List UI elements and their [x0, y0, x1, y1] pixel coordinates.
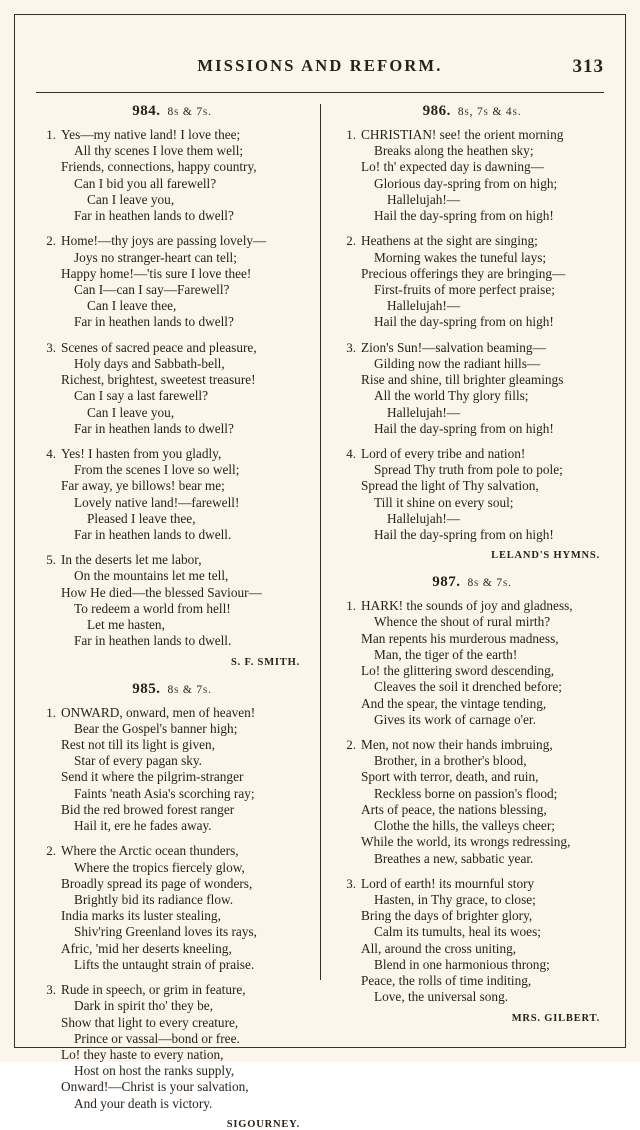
hymn-line: All thy scenes I love them well;: [74, 143, 244, 159]
stanza-lines: [361, 127, 604, 224]
stanza-lines: [361, 446, 604, 543]
hymn-line: Can I leave you,: [87, 191, 175, 207]
hymn-line: And your death is victory.: [74, 1095, 213, 1111]
hymn-line: Blend in one harmonious throng;: [374, 956, 550, 972]
hymn-line: Hallelujah!—: [387, 298, 461, 314]
hymn-line: Rise and shine, till brighter gleamings: [361, 372, 564, 388]
hymn-line: Breaks along the heathen sky;: [374, 143, 534, 159]
hymn-line: Spread the light of Thy salvation,: [361, 478, 539, 494]
stanza-number: 1.: [346, 127, 356, 142]
stanza-lines: [361, 876, 604, 1006]
stanza: [40, 340, 304, 437]
hymn-line: Glorious day-spring from on high;: [374, 175, 558, 191]
hymn-line: Lord of earth! its mournful story: [361, 875, 535, 891]
small-caps-word: ONWARD,: [61, 704, 123, 720]
hymn-line: All the world Thy glory fills;: [374, 388, 529, 404]
stanza: [340, 446, 604, 543]
hymn-line: Sport with terror, death, and ruin,: [361, 769, 539, 785]
hymn-line: Scenes of sacred peace and pleasure,: [61, 339, 257, 355]
stanza-lines: [361, 233, 604, 330]
hymn-line: Broadly spread its page of wonders,: [61, 875, 253, 891]
hymn-line: Clothe the hills, the valleys cheer;: [374, 818, 555, 834]
hymn-line: Gives its work of carnage o'er.: [374, 711, 536, 727]
stanza-lines: [361, 737, 604, 867]
hymn-line: Bring the days of brighter glory,: [361, 908, 533, 924]
stanza-lines: [61, 446, 304, 543]
hymn-line: Morning wakes the tuneful lays;: [374, 249, 547, 265]
running-head-title: MISSIONS AND REFORM.: [197, 56, 443, 75]
hymn-heading: [340, 573, 604, 591]
hymn-line: Yes! I hasten from you gladly,: [61, 445, 222, 461]
stanza-number: 2.: [346, 233, 356, 249]
stanza: [40, 446, 304, 543]
hymn-line: Reckless borne on passion's flood;: [374, 785, 558, 801]
hymn-attribution: SIGOURNEY.: [226, 1118, 300, 1130]
hymn-line: Arts of peace, the nations blessing,: [361, 801, 547, 817]
stanza-lines: [61, 982, 304, 1112]
stanza-number: 4.: [46, 445, 56, 461]
stanza: [40, 127, 304, 224]
hymn-line: Lord of every tribe and nation!: [361, 445, 526, 461]
stanza-number: 3.: [346, 875, 356, 891]
stanza-number: 1.: [46, 704, 56, 720]
hymn-line: Heathens at the sight are singing;: [361, 233, 538, 249]
stanza-number: 3.: [346, 339, 356, 355]
hymn-line: Lo! they haste to every nation,: [61, 1046, 224, 1062]
hymn-line: Shiv'ring Greenland loves its rays,: [74, 924, 257, 940]
running-head: [0, 56, 640, 76]
stanza-lines: [61, 127, 304, 224]
hymn-number: 984.: [132, 103, 161, 119]
small-caps-word: HARK!: [361, 598, 404, 614]
hymn-line: Happy home!—'tis sure I love thee!: [61, 265, 252, 281]
left-column: [22, 100, 320, 1130]
hymn-line: Lo! th' expected day is dawning—: [361, 159, 544, 175]
hymn-line: Zion's Sun!—salvation beaming—: [361, 339, 546, 355]
stanza: [340, 233, 604, 330]
stanza-number: 3.: [46, 339, 56, 355]
hymn-line: Hail the day-spring from on high!: [374, 420, 554, 436]
small-caps-word: CHRISTIAN!: [361, 127, 437, 142]
hymn-line: First-fruits of more perfect praise;: [374, 281, 555, 297]
stanza-number: 2.: [46, 843, 56, 859]
stanza: [340, 876, 604, 1006]
hymn-line: Can I bid you all farewell?: [74, 175, 217, 191]
hymn-line: Can I—can I say—Farewell?: [74, 281, 230, 297]
hymn-line: India marks its luster stealing,: [61, 908, 221, 924]
hymn-number: 986.: [422, 103, 451, 119]
hymn-line: Hallelujah!—: [387, 191, 461, 207]
hymn-meter: 8s & 7s.: [167, 106, 212, 118]
hymn-heading: [340, 102, 604, 120]
hymn-line: Hasten, in Thy grace, to close;: [374, 891, 536, 907]
hymn-line: Far in heathen lands to dwell.: [74, 527, 232, 543]
hymn-line: Can I leave you,: [87, 404, 175, 420]
hymn-line: Where the Arctic ocean thunders,: [61, 843, 239, 859]
hymn-line: While the world, its wrongs redressing,: [361, 834, 571, 850]
hymn-heading: [40, 102, 304, 120]
stanza-lines: [61, 705, 304, 835]
hymn-number: 985.: [132, 680, 161, 697]
right-column: [320, 100, 618, 1040]
hymn-line: Faints 'neath Asia's scorching ray;: [74, 785, 255, 801]
stanza: [340, 598, 604, 728]
hymn-meter: 8s, 7s & 4s.: [457, 106, 522, 118]
stanza: [40, 233, 304, 330]
hymn-meter: 8s & 7s.: [467, 577, 512, 590]
hymn-line: Peace, the rolls of time inditing,: [361, 973, 532, 989]
hymn-line: Calm its tumults, heal its woes;: [374, 924, 541, 940]
hymn-line: Precious offerings they are bringing—: [361, 265, 566, 281]
hymn-line: ONWARD, onward, men of heaven!: [61, 704, 256, 720]
header-rule: [36, 92, 604, 93]
hymn-line: All, around the cross uniting,: [361, 940, 517, 956]
hymn-attribution: MRS. GILBERT.: [511, 1012, 600, 1024]
stanza-lines: [361, 598, 604, 728]
hymn-number: 987.: [432, 574, 461, 591]
stanza-lines: [61, 233, 304, 330]
hymn-line: Prince or vassal—bond or free.: [74, 1030, 240, 1046]
hymn-line: Send it where the pilgrim-stranger: [61, 769, 244, 785]
hymn-line: And the spear, the vintage tending,: [361, 695, 547, 711]
stanza-lines: [61, 340, 304, 437]
hymn-line: Cleaves the soil it drenched before;: [374, 679, 562, 695]
stanza: [40, 552, 304, 649]
hymn-line: Holy days and Sabbath-bell,: [74, 355, 225, 371]
hymn-line: Bid the red browed forest ranger: [61, 801, 235, 817]
hymn-line: Man, the tiger of the earth!: [374, 646, 518, 662]
hymn-line: Richest, brightest, sweetest treasure!: [61, 372, 256, 388]
hymn-line: Far away, ye billows! bear me;: [61, 478, 225, 494]
hymn-line: Rude in speech, or grim in feature,: [61, 982, 246, 998]
hymn-line: Let me hasten,: [87, 617, 165, 633]
hymn-attribution: S. F. SMITH.: [230, 656, 300, 668]
stanza-number: 2.: [46, 233, 56, 249]
hymn-line: Lo! the glittering sword descending,: [361, 663, 555, 679]
hymn-line: Lifts the untaught strain of praise.: [74, 956, 255, 972]
hymn-line: Can I say a last farewell?: [74, 388, 209, 404]
stanza: [40, 705, 304, 835]
hymn-line: HARK! the sounds of joy and gladness,: [361, 598, 573, 614]
hymn-block: [40, 680, 304, 1130]
hymn-line: Far in heathen lands to dwell.: [74, 633, 232, 649]
hymn-line: Friends, connections, happy country,: [61, 159, 257, 175]
hymn-line: Show that light to every creature,: [61, 1014, 239, 1030]
hymn-line: Onward!—Christ is your salvation,: [61, 1079, 249, 1095]
hymn-meter: 8s & 7s.: [167, 683, 212, 696]
hymn-line: Pleased I leave thee,: [87, 510, 196, 526]
stanza-number: 1.: [46, 127, 56, 142]
hymn-line: Hail the day-spring from on high!: [374, 527, 554, 543]
hymn-block: [40, 102, 304, 668]
hymn-line: Spread Thy truth from pole to pole;: [374, 462, 563, 478]
hymn-line: Breathes a new, sabbatic year.: [374, 850, 534, 866]
hymn-line: How He died—the blessed Saviour—: [61, 584, 262, 600]
hymn-line: Yes—my native land! I love thee;: [61, 127, 241, 142]
hymn-line: In the deserts let me labor,: [61, 552, 202, 568]
stanza: [340, 127, 604, 224]
stanza: [40, 982, 304, 1112]
hymn-line: Joys no stranger-heart can tell;: [74, 249, 237, 265]
hymn-line: To redeem a world from hell!: [74, 600, 231, 616]
stanza-number: 2.: [346, 737, 356, 752]
hymn-line: Far in heathen lands to dwell?: [74, 314, 234, 330]
hymn-line: Rest not till its light is given,: [61, 737, 216, 752]
hymn-line: Lovely native land!—farewell!: [74, 494, 240, 510]
hymn-line: Dark in spirit tho' they be,: [74, 998, 214, 1014]
stanza-number: 1.: [346, 598, 356, 614]
hymn-line: Hail it, ere he fades away.: [74, 818, 212, 834]
stanza: [340, 340, 604, 437]
stanza-lines: [61, 552, 304, 649]
hymn-line: Where the tropics fiercely glow,: [74, 859, 245, 875]
hymn-line: Whence the shout of rural mirth?: [374, 614, 551, 630]
hymn-line: Men, not now their hands imbruing,: [361, 737, 553, 752]
hymn-line: Hail the day-spring from on high!: [374, 314, 554, 330]
stanza-lines: [61, 843, 304, 973]
hymn-line: Afric, 'mid her deserts kneeling,: [61, 940, 232, 956]
stanza-number: 5.: [46, 552, 56, 568]
hymn-line: On the mountains let me tell,: [74, 568, 229, 584]
stanza-number: 4.: [346, 445, 356, 461]
hymn-line: From the scenes I love so well;: [74, 462, 240, 478]
hymn-block: [340, 102, 604, 561]
stanza: [340, 737, 604, 867]
stanza-lines: [361, 340, 604, 437]
hymn-block: [340, 573, 604, 1023]
hymn-line: Brother, in a brother's blood,: [374, 753, 527, 769]
hymn-line: Home!—thy joys are passing lovely—: [61, 233, 267, 249]
hymn-line: Gilding now the radiant hills—: [374, 355, 541, 371]
hymn-line: Can I leave thee,: [87, 298, 177, 314]
hymn-line: Brightly bid its radiance flow.: [74, 891, 234, 907]
hymn-line: Star of every pagan sky.: [74, 753, 203, 769]
stanza-number: 3.: [46, 982, 56, 998]
hymn-line: Till it shine on every soul;: [374, 494, 514, 510]
hymn-heading: [40, 680, 304, 698]
hymn-line: CHRISTIAN! see! the orient morning: [361, 127, 564, 142]
hymn-line: Hallelujah!—: [387, 404, 461, 420]
hymn-line: Hallelujah!—: [387, 510, 461, 526]
hymn-attribution: LELAND'S HYMNS.: [491, 550, 600, 562]
hymn-line: Far in heathen lands to dwell?: [74, 420, 234, 436]
hymn-line: Love, the universal song.: [374, 989, 509, 1005]
stanza: [40, 843, 304, 973]
hymn-line: Host on host the ranks supply,: [74, 1063, 235, 1079]
hymn-line: Man repents his murderous madness,: [361, 630, 559, 646]
hymn-line: Bear the Gospel's banner high;: [74, 720, 238, 736]
page-columns: [22, 100, 618, 1130]
page-number: 313: [572, 56, 604, 77]
hymn-line: Far in heathen lands to dwell?: [74, 208, 234, 224]
hymn-line: Hail the day-spring from on high!: [374, 208, 554, 224]
